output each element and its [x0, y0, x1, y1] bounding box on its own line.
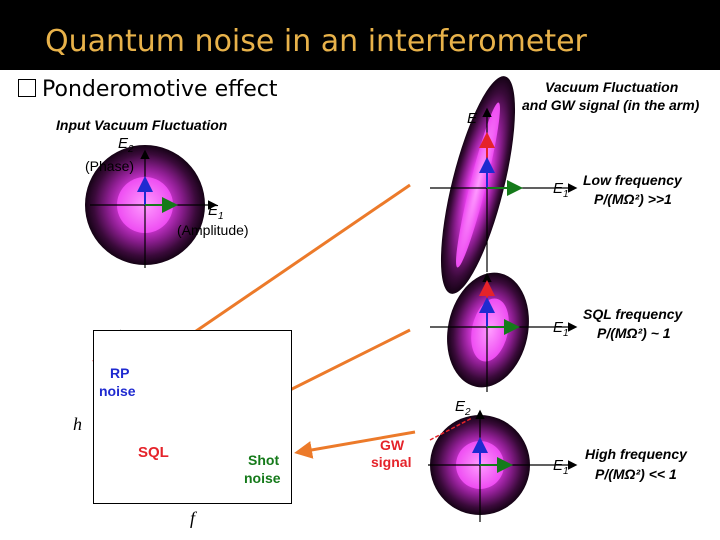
low-e1-label: $E_1$	[553, 180, 569, 200]
shot-noise-line1: Shot	[248, 452, 280, 468]
sql-e1-label: $E_1$	[553, 319, 569, 339]
low-frequency-ratio: P/(MΩ²) >>1	[594, 191, 672, 207]
gw-signal-line1: GW	[380, 437, 405, 453]
right-heading-line2: and GW signal (in the arm)	[522, 97, 700, 113]
input-e2-label: $E_2$	[118, 135, 134, 155]
shot-noise-line2: noise	[244, 470, 281, 486]
gw-signal-line2: signal	[371, 454, 412, 470]
high-frequency-title: High frequency	[585, 446, 687, 462]
plot-xlabel: f	[190, 508, 196, 528]
high-frequency-ratio: P/(MΩ²) << 1	[595, 466, 677, 482]
low-frequency-title: Low frequency	[583, 172, 682, 188]
bullet-text: Ponderomotive effect	[42, 77, 278, 102]
rp-noise-line1: RP	[110, 365, 130, 381]
input-vacuum-heading: Input Vacuum Fluctuation	[56, 117, 228, 133]
sql-frequency-title: SQL frequency	[583, 306, 683, 322]
sql-frequency-ratio: P/(MΩ²) ~ 1	[597, 325, 671, 341]
low-e2-label: E	[467, 110, 478, 127]
slide-title: Quantum noise in an interferometer	[45, 24, 587, 59]
input-phase-label: (Phase)	[85, 158, 135, 174]
high-e1-label: $E_1$	[553, 457, 569, 477]
rp-noise-line2: noise	[99, 383, 136, 399]
input-e1-label: $E_1$	[208, 202, 224, 222]
plot-ylabel: h	[73, 414, 82, 434]
sql-label: SQL	[138, 444, 169, 461]
input-amplitude-label: (Amplitude)	[177, 222, 249, 238]
high-e2-label: $E_2$	[455, 398, 471, 418]
right-heading-line1: Vacuum Fluctuation	[545, 79, 679, 95]
